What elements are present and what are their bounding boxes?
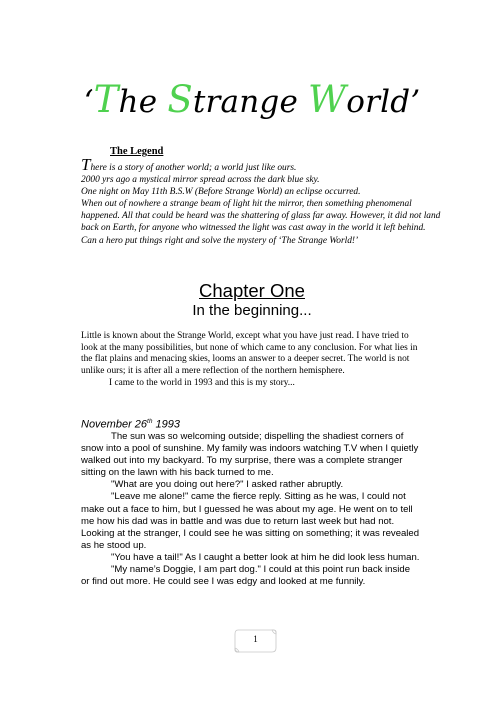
- title-word-world: orld: [346, 84, 411, 120]
- story-paragraph: The sun was so welcoming outside; dispelling the shadiest corners of snow into a pool of sunshine. My family was indoors watching T.V when I quietly walked out into my backyard. To my surprise, there was a complete stranger sitting on the lawn with his back turned to me.: [81, 431, 419, 479]
- legend-heading: The Legend: [110, 146, 164, 157]
- entry-date: [81, 418, 180, 431]
- legend-line-4: When out of nowhere a strange beam of light hit the mirror, then something phenomenal happened. All that could be heard was the shattering of glass far away. However, it did not land back on Earth, for anyone who witnessed the light was cast away in the world it left behind.: [81, 199, 441, 234]
- title-capital-t: T: [93, 78, 119, 121]
- story-paragraph: "Leave me alone!" came the fierce reply. Sitting as he was, I could not make out a face to him, but I guessed he was about my age. He went on to tell me how his dad was in battle and was due to return last week but had not. Looking at the stranger, I could see he was sitting on something; it was revealed as he stood up.: [81, 491, 420, 551]
- story-paragraph: "You have a tail!" As I caught a better look at him he did look less human.: [111, 551, 420, 563]
- legend-line-2: 2000 yrs ago a mystical mirror spread across the dark blue sky.: [81, 175, 320, 186]
- title-open-quote: ‘: [83, 84, 94, 120]
- title-capital-w: W: [308, 78, 347, 121]
- book-title: [0, 78, 504, 121]
- chapter-subtitle: In the beginning...: [192, 302, 312, 319]
- title-capital-s: S: [167, 78, 193, 121]
- date-ordinal-suffix: th: [147, 418, 153, 425]
- story-paragraph: "What are you doing out here?" I asked rather abruptly.: [111, 479, 344, 491]
- chapter-title: Chapter One: [199, 280, 305, 301]
- intro-paragraph-2: I came to the world in 1993 and this is my story...: [109, 377, 295, 388]
- legend-text: [81, 155, 441, 247]
- story-paragraph: "My name’s Doggie, I am part dog." I could at this point run back inside or find out more. He could see I was edgy and looked at me funnily.: [81, 564, 410, 588]
- legend-line-5: Can a hero put things right and solve the mystery of ‘The Strange World!’: [81, 235, 359, 246]
- title-word-the: he: [118, 84, 168, 120]
- legend-line-1: [81, 155, 441, 174]
- legend-line-3: One night on May 11th B.S.W (Before Strange World) an eclipse occurred.: [81, 187, 361, 198]
- legend-first-line: here is a story of another world; a world just like ours.: [90, 163, 297, 173]
- title-close-quote: ’: [410, 84, 421, 120]
- page-number-scroll: [233, 626, 278, 656]
- story-body: [81, 431, 421, 588]
- title-word-strange: trange: [192, 84, 309, 120]
- page-number: 1: [253, 634, 258, 644]
- date-year: 1993: [152, 418, 180, 431]
- intro-section: [81, 331, 421, 390]
- legend-drop-cap: T: [81, 155, 91, 174]
- date-prefix: November 26: [81, 418, 148, 431]
- intro-paragraph-1: Little is known about the Strange World, except what you have just read. I have tried to look at the many possibilities, but none of which came to any conclusion. For what lies in the flat plains and menacing skies, looms an answer to a deeper secret. The world is not unlike ours; it is after all a mere reflection of the northern hemisphere.: [81, 331, 418, 377]
